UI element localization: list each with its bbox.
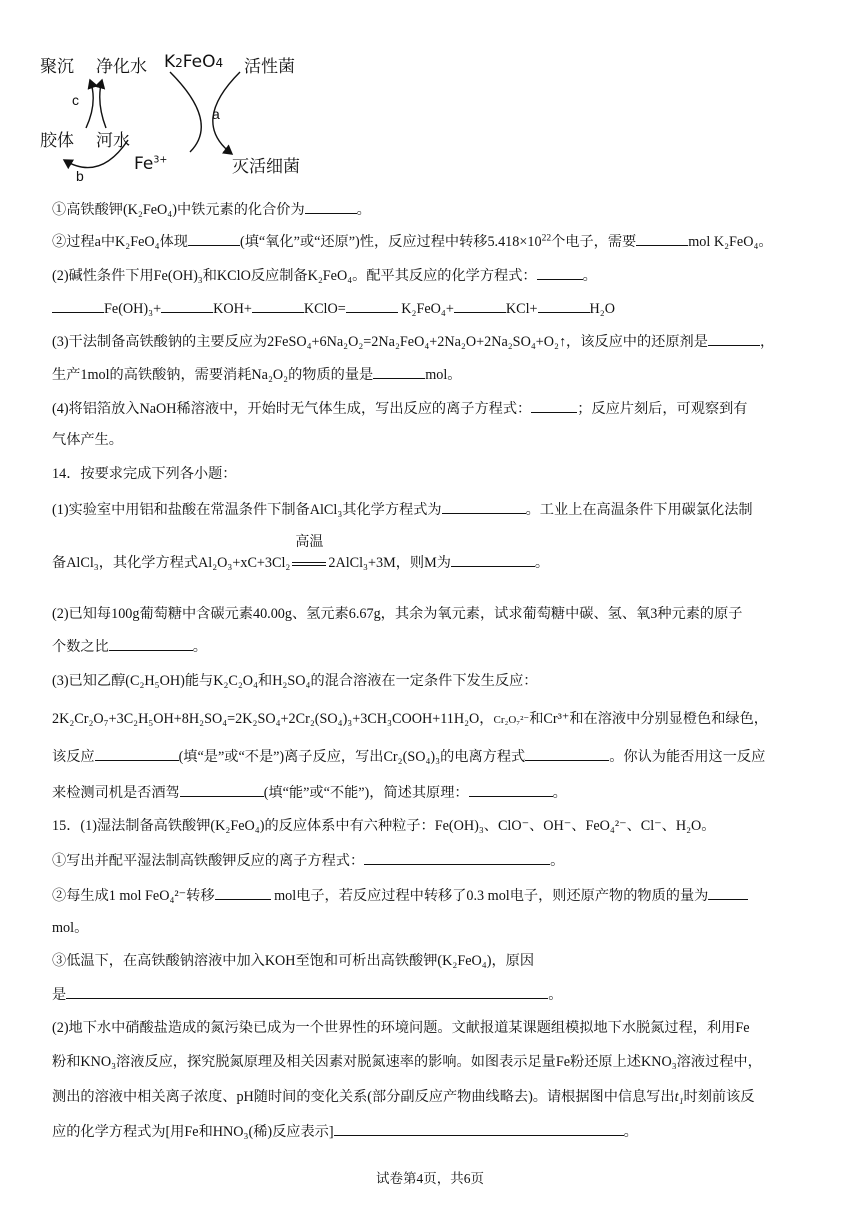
answer-blank[interactable]: [305, 199, 357, 214]
label-active-bacteria: 活性菌: [244, 57, 295, 77]
coef-blank[interactable]: [52, 298, 104, 313]
answer-blank[interactable]: [469, 782, 553, 797]
label-river-water: 河水: [96, 131, 130, 151]
q15-1-3: ③低温下，在高铁酸钠溶液中加入KOH至饱和可析出高铁酸钾(K₂FeO₄)，原因: [52, 953, 535, 969]
q14-1-1: (1)实验室中用铝和盐酸在常温条件下制备AlCl₃其化学方程式为 。工业上在高温条件下用碳氯化法制: [52, 499, 753, 520]
q15-1-1: ①写出并配平湿法制高铁酸钾反应的离子方程式： 。: [52, 850, 564, 871]
arrow-c-right: [100, 80, 106, 128]
answer-blank[interactable]: [537, 265, 583, 280]
answer-blank[interactable]: [708, 885, 748, 900]
q15-1-2b: mol。: [52, 920, 89, 936]
q13-2: (2)碱性条件下用Fe(OH)₃和KClO反应制备K₂FeO₄。配平其反应的化学方程式： 。: [52, 265, 597, 286]
label-purified-water: 净化水: [96, 57, 147, 77]
q14-3-3: 该反应 (填“是”或“不是”)离子反应，写出Cr₂(SO₄)₃的电离方程式 。你认为能否用这一反应: [52, 746, 765, 767]
q15-1-3b: 是 。: [52, 984, 562, 1005]
q13-3-1: (3)干法制备高铁酸钠的主要反应为2FeSO₄+6Na₂O₂=2Na₂FeO₄+2Na₂O+2Na₂SO₄+O₂↑，该反应中的还原剂是 ，: [52, 331, 774, 352]
q13-1-2: ②过程a中K₂FeO₄体现 (填“氧化”或“还原”)性，反应过程中转移$5.418\times 10^{22}$个电子，需要 mol K₂FeO₄。: [52, 231, 773, 252]
page-footer: 试卷第4页，共6页: [376, 1171, 484, 1186]
answer-blank[interactable]: [451, 552, 535, 567]
answer-blank[interactable]: [442, 499, 526, 514]
answer-blank[interactable]: [188, 231, 240, 246]
q15-2-2: 粉和KNO₃溶液反应，探究脱氮原理及相关因素对脱氮速率的影响。如图表示足量Fe粉还原上述KNO₃溶液过程中，: [52, 1054, 762, 1070]
label-fe3: $Fe^{3+}$: [134, 154, 168, 174]
answer-blank[interactable]: [525, 746, 609, 761]
answer-blank[interactable]: [334, 1121, 624, 1136]
q15-2-3: 测出的溶液中相关离子浓度、pH随时间的变化关系(部分副反应产物曲线略去)。请根据图中信息写出t₁时刻前该反: [52, 1089, 755, 1105]
answer-blank[interactable]: [215, 885, 271, 900]
label-killed-bacteria: 灭活细菌: [232, 157, 300, 177]
answer-blank[interactable]: [373, 364, 425, 379]
q14-2-2: 个数之比 。: [52, 636, 207, 657]
answer-blank[interactable]: [180, 782, 264, 797]
label-k2feo4: K2FeO4: [164, 52, 224, 72]
answer-blank[interactable]: [708, 331, 760, 346]
answer-blank[interactable]: [109, 636, 193, 651]
q14-title: 14．按要求完成下列各小题：: [52, 466, 237, 482]
coef-blank[interactable]: [454, 298, 506, 313]
q14-3-2: 2K₂Cr₂O₇+3C₂H₅OH+8H₂SO₄=2K₂SO₄+2Cr₂(SO₄)₃+3CH₃COOH+11H₂O，Cr₂O₇²⁻和Cr³⁺和在溶液中分别显橙色和绿色，: [52, 711, 768, 727]
arrow-c: [86, 80, 93, 128]
label-colloid: 胶体: [40, 131, 74, 151]
coef-blank[interactable]: [346, 298, 398, 313]
q13-4-1: (4)将铝箔放入NaOH稀溶液中，开始时无气体生成，写出反应的离子方程式： ；反应片刻后，可观察到有: [52, 398, 747, 419]
q14-3-4: 来检测司机是否酒驾 (填“能”或“不能”)，简述其原理： 。: [52, 782, 567, 803]
arrow-label-c: c: [72, 92, 79, 108]
q15-2-1: (2)地下水中硝酸盐造成的氮污染已成为一个世界性的环境问题。文献报道某课题组模拟地下水脱氮过程，利用Fe: [52, 1020, 750, 1036]
answer-blank[interactable]: [364, 850, 550, 865]
q14-2-1: (2)已知每100g葡萄糖中含碳元素40.00g、氢元素6.67g，其余为氧元素，试求葡萄糖中碳、氢、氧3种元素的原子: [52, 606, 743, 622]
q15-2-4: 应的化学方程式为[用Fe和HNO₃(稀)反应表示] 。: [52, 1121, 638, 1142]
coef-blank[interactable]: [252, 298, 304, 313]
arrow-label-b: b: [76, 168, 84, 184]
q13-4-2: 气体产生。: [52, 432, 123, 448]
answer-blank[interactable]: [531, 398, 577, 413]
coef-blank[interactable]: [161, 298, 213, 313]
reaction-diagram: [40, 42, 360, 192]
arrow-a-right: [170, 72, 201, 152]
q13-1-1: ①高铁酸钾(K₂FeO₄)中铁元素的化合价为 。: [52, 199, 371, 220]
q14-1-2: 备AlCl₃，其化学方程式Al₂O₃+xC+3Cl₂ 高温 2AlCl₃+3M，则M为 。: [52, 535, 550, 571]
q14-3-1: (3)已知乙醇(C₂H₅OH)能与K₂C₂O₄和H₂SO₄的混合溶液在一定条件下发生反应：: [52, 673, 538, 689]
answer-blank[interactable]: [636, 231, 688, 246]
arrow-label-a: a: [212, 106, 220, 122]
q15-1-2: ②每生成1 mol FeO₄²⁻转移 mol电子，若反应过程中转移了0.3 mol电子，则还原产物的物质的量为: [52, 885, 748, 906]
coef-blank[interactable]: [538, 298, 590, 313]
answer-blank[interactable]: [66, 984, 548, 999]
answer-blank[interactable]: [95, 746, 179, 761]
q15-1-title: 15．(1)湿法制备高铁酸钾(K₂FeO₄)的反应体系中有六种粒子：Fe(OH)₃、ClO⁻、OH⁻、FeO₄²⁻、Cl⁻、H₂O。: [52, 818, 716, 834]
q13-3-2: 生产1mol的高铁酸钠，需要消耗Na₂O₂的物质的量是 mol。: [52, 364, 462, 385]
q13-2-equation: Fe(OH)₃+ KOH+ KClO= K₂FeO₄+ KCl+ H₂O: [52, 298, 615, 319]
label-aggregation: 聚沉: [40, 57, 74, 77]
high-temp-condition: 高温: [292, 553, 326, 573]
